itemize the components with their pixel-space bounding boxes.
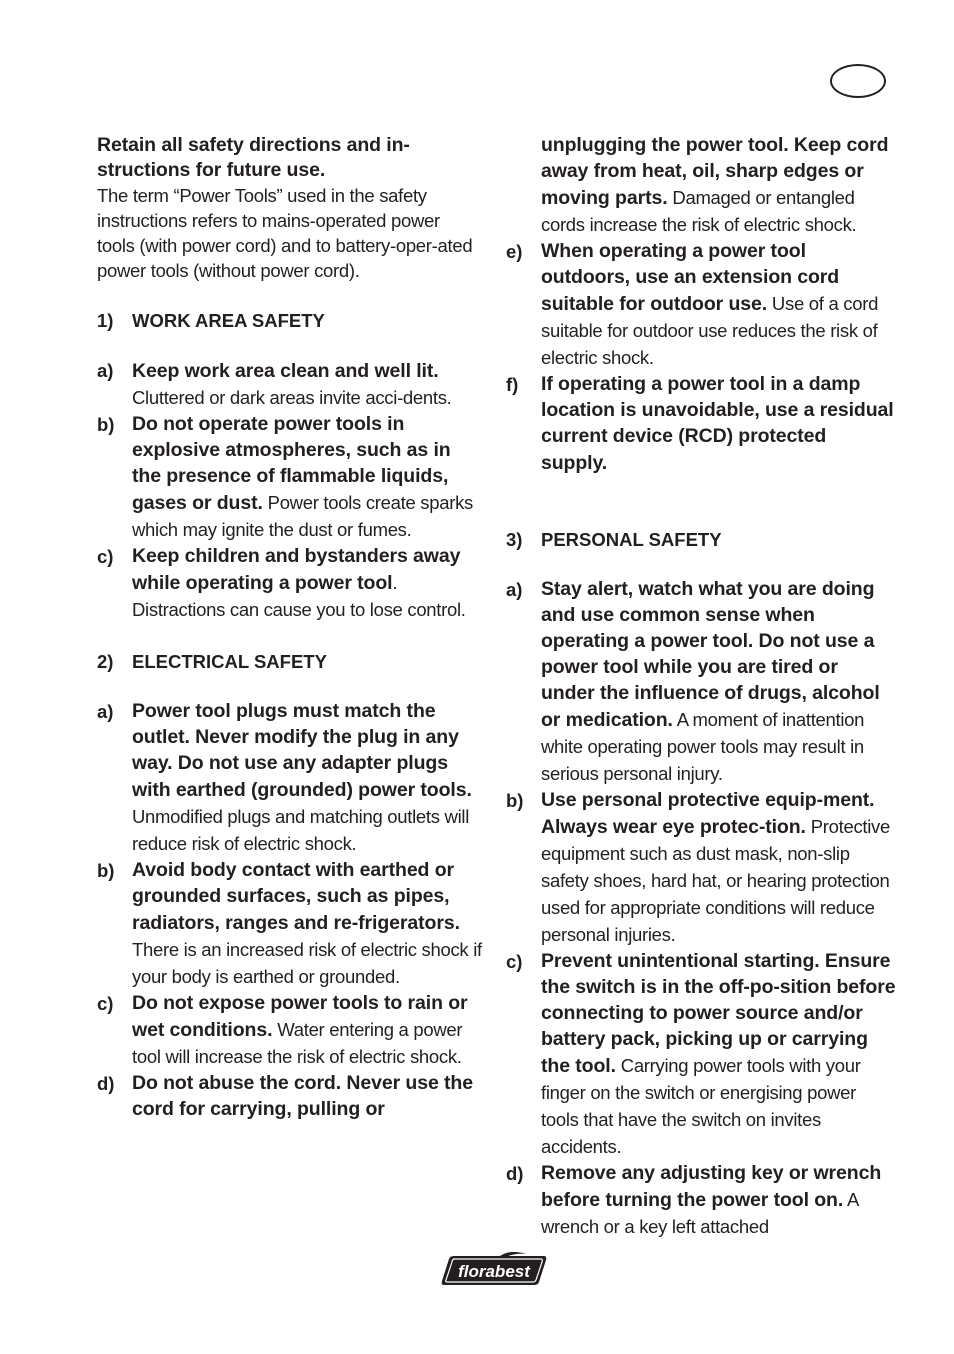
item-bold-text: Remove any adjusting key or wrench before turning the power tool on. [541, 1162, 882, 1211]
item-number: a) [97, 701, 114, 722]
florabest-logo [440, 1252, 548, 1286]
item-text: Carrying power tools with your finger on the switch or energising power tools that have the switch on invites accidents. [541, 1055, 861, 1157]
item-bold-text: If operating a power tool in a damp location is unavoidable, use a residual current device (RCD) protected supply. [541, 373, 894, 474]
item-bold-text: Avoid body contact with earthed or grounded surfaces, such as pipes, radiators, ranges and re-frigerators. [132, 859, 460, 934]
section-title: ELECTRICAL SAFETY [132, 651, 327, 672]
item-text: Cluttered or dark areas invite acci-dents. [132, 387, 452, 408]
item-number: e) [506, 241, 523, 262]
item-text: . Distractions can cause you to lose control. [132, 572, 466, 620]
list-item [97, 358, 482, 412]
list-item [506, 239, 896, 372]
list-item [97, 412, 482, 544]
item-bold-text: Do not abuse the cord. Never use the cord for carrying, pulling or [132, 1072, 473, 1120]
list-item [506, 788, 896, 949]
item-bold-text: When operating a power tool outdoors, use an extension cord suitable for outdoor use. [541, 240, 840, 315]
list-item [97, 1071, 482, 1123]
list-item [506, 577, 896, 788]
item-bold-text: Use personal protective equip-ment. Always wear eye protec-tion. [541, 789, 875, 838]
item-number: f) [506, 374, 519, 395]
item-bold-text: unplugging the power tool. Keep cord away from heat, oil, sharp edges or moving parts. [541, 134, 889, 209]
section-title: WORK AREA SAFETY [132, 310, 325, 331]
list-item [97, 544, 482, 624]
item-number: c) [97, 546, 114, 567]
item-bold-text: Keep children and bystanders away while operating a power tool [132, 545, 461, 594]
item-number: a) [97, 360, 114, 381]
list-item [506, 949, 896, 1161]
list-item-continued [506, 133, 896, 239]
list-item [97, 699, 482, 858]
item-text: Power tools create sparks which may ignite the dust or fumes. [132, 492, 473, 540]
item-number: d) [97, 1073, 115, 1094]
language-badge [830, 64, 886, 98]
item-number: c) [506, 951, 523, 972]
list-item [97, 858, 482, 991]
intro-text: The term “Power Tools” used in the safety instructions refers to mains-operated power tools (with power cord) and to battery-oper-ated power tools (without power cord). [97, 185, 473, 281]
right-column [506, 133, 896, 1241]
item-number: d) [506, 1163, 524, 1184]
item-text: Protective equipment such as dust mask, non-slip safety shoes, hard hat, or hearing protection used for appropriate conditions will reduce personal injuries. [541, 816, 890, 945]
section-title: PERSONAL SAFETY [541, 529, 722, 550]
list-item [506, 1161, 896, 1241]
list-item [506, 372, 896, 477]
item-bold-text: Do not operate power tools in explosive atmospheres, such as in the presence of flammable liquids, gases or dust. [132, 413, 451, 514]
item-text: A wrench or a key left attached [541, 1189, 859, 1237]
item-bold-text: Prevent unintentional starting. Ensure the switch is in the off-po-sition before connecting to power source and/or battery pack, picking up or carrying the tool. [541, 950, 896, 1077]
item-number: b) [97, 860, 115, 881]
logo-text: florabest [458, 1262, 530, 1281]
item-text: Water entering a power tool will increase the risk of electric shock. [132, 1019, 463, 1067]
left-column [97, 133, 482, 1123]
section-number: 3) [506, 529, 523, 550]
list-item [97, 991, 482, 1071]
item-bold-text: Stay alert, watch what you are doing and use common sense when operating a power tool. Do not use a power tool while you are tired or under the influence of drugs, alcohol or medication. [541, 578, 880, 731]
item-text: Damaged or entangled cords increase the risk of electric shock. [541, 187, 857, 235]
item-number: b) [506, 790, 524, 811]
item-text: A moment of inattention white operating power tools may result in serious personal injury. [541, 709, 865, 784]
item-text: Use of a cord suitable for outdoor use reduces the risk of electric shock. [541, 293, 879, 368]
item-number: b) [97, 414, 115, 435]
item-number: c) [97, 993, 114, 1014]
intro-heading: Retain all safety directions and in-structions for future use. [97, 134, 410, 181]
section-work-area-safety [97, 308, 482, 333]
item-text: Unmodified plugs and matching outlets will reduce risk of electric shock. [132, 806, 470, 854]
section-number: 1) [97, 310, 114, 331]
item-bold-text: Power tool plugs must match the outlet. Never modify the plug in any way. Do not use any adapter plugs with earthed (grounded) power tools. [132, 700, 472, 801]
item-text: There is an increased risk of electric shock if your body is earthed or grounded. [132, 939, 482, 987]
item-number: a) [506, 579, 523, 600]
section-electrical-safety [97, 649, 482, 674]
section-number: 2) [97, 651, 114, 672]
item-bold-text: Keep work area clean and well lit. [132, 360, 439, 382]
section-personal-safety [506, 527, 896, 552]
item-bold-text: Do not expose power tools to rain or wet conditions. [132, 992, 468, 1041]
